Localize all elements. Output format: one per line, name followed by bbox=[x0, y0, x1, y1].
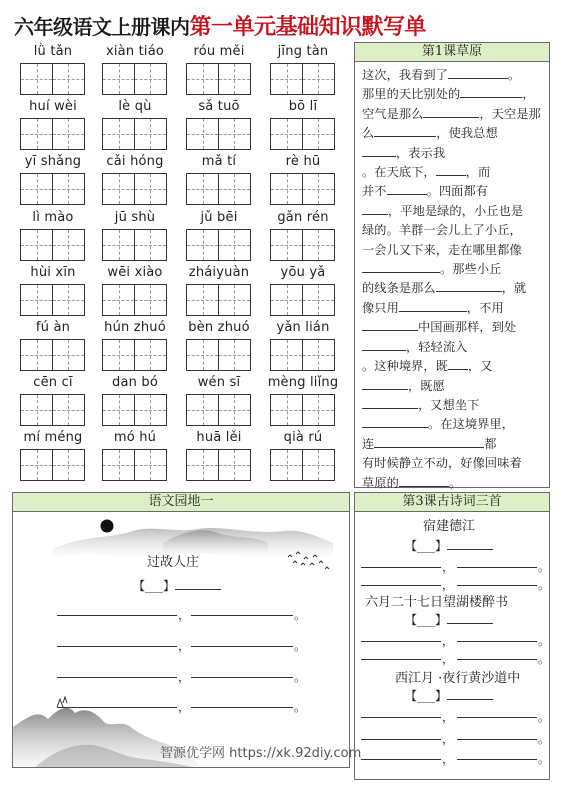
tianzige-box[interactable] bbox=[302, 173, 335, 205]
tianzige-box[interactable] bbox=[186, 284, 219, 316]
tianzige-box[interactable] bbox=[270, 63, 303, 95]
fill-blank[interactable] bbox=[423, 105, 479, 118]
comma-mark: ， bbox=[442, 578, 455, 592]
tianzige-box[interactable] bbox=[102, 284, 135, 316]
pinyin-label: yǎn lián bbox=[276, 320, 330, 335]
answer-line[interactable] bbox=[57, 707, 177, 708]
period-mark: 。 bbox=[294, 700, 307, 714]
tianzige-box[interactable] bbox=[102, 173, 135, 205]
lesson1-text-segment: 的线条是那么 bbox=[362, 281, 436, 296]
period-mark: 。 bbox=[538, 752, 551, 766]
pinyin-label: gǎn rén bbox=[277, 209, 329, 225]
lesson1-text-segment: ，就 bbox=[501, 281, 527, 296]
tianzige-box[interactable] bbox=[102, 63, 135, 95]
lesson1-text bbox=[355, 62, 549, 493]
lesson1-line bbox=[362, 66, 543, 85]
lesson1-line bbox=[362, 318, 543, 337]
pinyin-label: bō lī bbox=[288, 99, 318, 115]
tianzige-box[interactable] bbox=[102, 229, 135, 261]
lesson1-line bbox=[362, 202, 543, 221]
answer-line[interactable] bbox=[361, 759, 441, 760]
answer-line[interactable] bbox=[361, 585, 441, 586]
period-mark: 。 bbox=[538, 732, 551, 746]
poem2-author-line bbox=[405, 611, 493, 628]
fill-blank[interactable] bbox=[362, 144, 396, 157]
lesson1-line bbox=[362, 144, 543, 163]
lesson1-text-segment: 那里的天比别处的 bbox=[362, 87, 461, 102]
comma-mark: ， bbox=[442, 560, 455, 574]
lesson1-title: 第1课草原 bbox=[355, 43, 549, 62]
lesson1-line bbox=[362, 241, 543, 260]
lesson1-text-segment: ，不用 bbox=[466, 300, 504, 315]
fill-blank[interactable] bbox=[362, 377, 408, 390]
tianzige-box[interactable] bbox=[134, 63, 167, 95]
pinyin-label: huí wèi bbox=[29, 99, 77, 115]
pinyin-label: jū shù bbox=[114, 209, 156, 225]
answer-line[interactable] bbox=[361, 641, 441, 642]
tianzige-box[interactable] bbox=[218, 284, 251, 316]
comma-mark: ， bbox=[178, 639, 191, 653]
lesson1-line bbox=[362, 182, 543, 201]
pinyin-label: xiàn tiáo bbox=[105, 44, 165, 59]
lesson1-text-segment: 么 bbox=[362, 126, 375, 141]
tianzige-box[interactable] bbox=[52, 229, 85, 261]
comma-mark: ， bbox=[178, 670, 191, 684]
lesson1-text-segment: ，而 bbox=[465, 165, 491, 180]
tianzige-box[interactable] bbox=[270, 394, 303, 426]
lesson1-text-segment: 。在天底下， bbox=[362, 165, 436, 180]
tianzige-box[interactable] bbox=[52, 284, 85, 316]
lesson1-line bbox=[362, 124, 543, 143]
tianzige-box[interactable] bbox=[270, 118, 303, 150]
page-title bbox=[14, 10, 426, 40]
poems-title: 第3课古诗词三首 bbox=[355, 493, 549, 512]
poem1-author-line bbox=[405, 537, 493, 554]
comma-mark: ， bbox=[442, 710, 455, 724]
tianzige-box[interactable] bbox=[270, 339, 303, 371]
pinyin-label: mó hú bbox=[113, 430, 157, 446]
tianzige-box[interactable] bbox=[20, 229, 53, 261]
pinyin-label: wēi xiào bbox=[107, 264, 163, 280]
answer-line[interactable] bbox=[191, 615, 293, 616]
tianzige-box[interactable] bbox=[52, 118, 85, 150]
author-bracket: 【___】 bbox=[133, 579, 176, 593]
fill-blank[interactable] bbox=[374, 435, 484, 448]
tianzige-box[interactable] bbox=[218, 118, 251, 150]
tianzige-box[interactable] bbox=[302, 449, 335, 481]
pinyin-label: mí méng bbox=[23, 430, 83, 446]
pinyin-label: sǎ tuō bbox=[198, 99, 240, 115]
author-blank[interactable] bbox=[175, 577, 221, 590]
page-title-black: 六年级语文上册课内 bbox=[14, 15, 190, 39]
answer-line[interactable] bbox=[457, 585, 537, 586]
lesson1-text-segment: 。在这境界里， bbox=[428, 417, 515, 432]
tianzige-box[interactable] bbox=[52, 394, 85, 426]
fill-blank[interactable] bbox=[362, 415, 428, 428]
pinyin-label: yōu yǎ bbox=[280, 264, 326, 280]
garden-title: 语文园地一 bbox=[13, 493, 349, 512]
tianzige-box[interactable] bbox=[186, 173, 219, 205]
garden-author-line bbox=[133, 577, 221, 594]
fill-blank[interactable] bbox=[399, 299, 467, 312]
lesson1-text-segment: ，天空是那 bbox=[479, 106, 541, 121]
tianzige-box[interactable] bbox=[20, 394, 53, 426]
pinyin-label: bèn zhuó bbox=[188, 320, 250, 335]
pinyin-label: jīng tàn bbox=[277, 44, 329, 59]
lesson1-line bbox=[362, 454, 543, 473]
tianzige-box[interactable] bbox=[134, 118, 167, 150]
tianzige-box[interactable] bbox=[102, 449, 135, 481]
lesson1-text-segment: ，又 bbox=[468, 359, 493, 374]
garden-poem-title: 过故人庄 bbox=[147, 555, 200, 570]
lesson1-text-segment: ，既愿 bbox=[408, 378, 445, 393]
lesson1-text-segment: ，表示我 bbox=[396, 145, 446, 160]
lesson1-text-segment: ， bbox=[522, 87, 535, 102]
author-bracket: 【___】 bbox=[405, 539, 448, 553]
tianzige-box[interactable] bbox=[218, 63, 251, 95]
page-title-red: 第一单元基础知识默写单 bbox=[189, 15, 427, 40]
lesson1-text-segment: 并不 bbox=[362, 184, 387, 199]
tianzige-box[interactable] bbox=[218, 173, 251, 205]
lesson1-text-segment: 绿的。羊群一会儿上了小丘， bbox=[362, 223, 522, 238]
lesson1-line bbox=[362, 435, 543, 454]
tianzige-box[interactable] bbox=[102, 339, 135, 371]
answer-line[interactable] bbox=[191, 677, 293, 678]
comma-mark: ， bbox=[178, 608, 191, 622]
tianzige-box[interactable] bbox=[270, 173, 303, 205]
author-blank[interactable] bbox=[447, 687, 493, 700]
tianzige-box[interactable] bbox=[52, 339, 85, 371]
garden-panel bbox=[12, 492, 350, 768]
tianzige-box[interactable] bbox=[302, 63, 335, 95]
comma-mark: ， bbox=[442, 732, 455, 746]
tianzige-box[interactable] bbox=[134, 394, 167, 426]
lesson1-line bbox=[362, 260, 543, 279]
comma-mark: ， bbox=[442, 752, 455, 766]
answer-line[interactable] bbox=[457, 641, 537, 642]
lesson1-line bbox=[362, 357, 543, 376]
lesson1-text-segment: ，轻轻流入 bbox=[406, 339, 468, 354]
lesson1-text-segment: 。那些小丘 bbox=[440, 262, 502, 277]
author-blank[interactable] bbox=[447, 611, 493, 624]
tianzige-box[interactable] bbox=[134, 173, 167, 205]
tianzige-box[interactable] bbox=[302, 394, 335, 426]
pinyin-grid bbox=[20, 44, 342, 462]
tianzige-box[interactable] bbox=[20, 118, 53, 150]
fill-blank[interactable] bbox=[374, 124, 436, 137]
watermark: 智源优学网 https://xk.92diy.com bbox=[160, 746, 362, 761]
author-bracket: 【___】 bbox=[405, 689, 448, 703]
lesson1-line bbox=[362, 85, 543, 104]
lesson1-line bbox=[362, 474, 543, 493]
tianzige-box[interactable] bbox=[270, 229, 303, 261]
fill-blank[interactable] bbox=[399, 474, 449, 487]
poem2-title: 六月二十七日望湖楼醉书 bbox=[365, 595, 509, 610]
pinyin-label: huā lěi bbox=[196, 430, 242, 446]
lesson1-text-segment: 连 bbox=[362, 436, 375, 451]
period-mark: 。 bbox=[538, 578, 551, 592]
lesson1-text-segment: 。四面都有 bbox=[426, 184, 489, 199]
fill-blank[interactable] bbox=[362, 318, 418, 331]
fill-blank[interactable] bbox=[362, 260, 440, 273]
pinyin-label: fú àn bbox=[35, 320, 71, 335]
lesson1-text-segment: 。这种境界，既 bbox=[362, 359, 449, 374]
lesson1-text-segment: 。 bbox=[508, 68, 521, 82]
fill-blank[interactable] bbox=[436, 163, 466, 176]
tianzige-box[interactable] bbox=[20, 449, 53, 481]
fill-blank[interactable] bbox=[448, 66, 508, 79]
fill-blank[interactable] bbox=[448, 357, 468, 370]
tianzige-box[interactable] bbox=[52, 173, 85, 205]
pinyin-label: lì mào bbox=[32, 209, 74, 225]
lesson1-text-segment: ，平地是绿的，小丘也是 bbox=[388, 203, 524, 218]
tianzige-box[interactable] bbox=[20, 284, 53, 316]
pinyin-label: dan bó bbox=[112, 375, 158, 391]
period-mark: 。 bbox=[294, 670, 307, 684]
fill-blank[interactable] bbox=[362, 202, 388, 215]
comma-mark: ， bbox=[442, 652, 455, 666]
period-mark: 。 bbox=[294, 608, 307, 622]
pinyin-label: lè qù bbox=[118, 99, 152, 115]
pinyin-label: lǜ tǎn bbox=[33, 44, 73, 59]
lesson1-text-segment: 一会儿又下来，走在哪里都像 bbox=[362, 242, 522, 257]
answer-line[interactable] bbox=[191, 646, 293, 647]
tianzige-box[interactable] bbox=[20, 63, 53, 95]
lesson1-text-segment: ，又想坐下 bbox=[418, 397, 480, 412]
tianzige-box[interactable] bbox=[218, 394, 251, 426]
pinyin-label: qià rú bbox=[283, 430, 323, 446]
answer-line[interactable] bbox=[457, 739, 537, 740]
tianzige-box[interactable] bbox=[302, 118, 335, 150]
tianzige-box[interactable] bbox=[102, 118, 135, 150]
fill-blank[interactable] bbox=[362, 338, 406, 351]
pinyin-label: hùi xīn bbox=[30, 264, 76, 280]
tianzige-box[interactable] bbox=[186, 394, 219, 426]
lesson1-line bbox=[362, 338, 543, 357]
answer-line[interactable] bbox=[57, 646, 177, 647]
period-mark: 。 bbox=[538, 652, 551, 666]
poems-panel bbox=[354, 492, 550, 780]
pinyin-label: yī shǎng bbox=[24, 154, 82, 170]
answer-line[interactable] bbox=[457, 759, 537, 760]
tianzige-box[interactable] bbox=[302, 339, 335, 371]
tianzige-box[interactable] bbox=[218, 449, 251, 481]
comma-mark: ， bbox=[178, 700, 191, 714]
answer-line[interactable] bbox=[361, 739, 441, 740]
tianzige-box[interactable] bbox=[20, 173, 53, 205]
tianzige-box[interactable] bbox=[134, 339, 167, 371]
pinyin-label: cēn cī bbox=[33, 375, 73, 391]
pinyin-label: cǎi hóng bbox=[106, 154, 164, 170]
tianzige-box[interactable] bbox=[186, 339, 219, 371]
answer-line[interactable] bbox=[457, 567, 537, 568]
lesson1-text-segment: 这次，我看到了 bbox=[362, 68, 449, 82]
lesson1-line bbox=[362, 299, 543, 318]
lesson1-line bbox=[362, 221, 543, 240]
lesson1-text-segment: 。 bbox=[448, 475, 462, 490]
lesson1-line bbox=[362, 377, 543, 396]
tianzige-box[interactable] bbox=[218, 229, 251, 261]
tianzige-box[interactable] bbox=[20, 339, 53, 371]
period-mark: 。 bbox=[538, 560, 551, 574]
answer-line[interactable] bbox=[57, 677, 177, 678]
tianzige-box[interactable] bbox=[52, 63, 85, 95]
tianzige-box[interactable] bbox=[52, 449, 85, 481]
author-bracket: 【___】 bbox=[405, 613, 448, 627]
tianzige-box[interactable] bbox=[218, 339, 251, 371]
lesson1-line bbox=[362, 415, 543, 434]
pinyin-label: wén sī bbox=[197, 375, 241, 391]
fill-blank[interactable] bbox=[460, 85, 522, 98]
pinyin-label: róu měi bbox=[193, 44, 245, 59]
answer-line[interactable] bbox=[57, 615, 177, 616]
pinyin-label: zháiyuàn bbox=[188, 264, 250, 280]
lesson1-text-segment: 空气是那么 bbox=[362, 106, 424, 121]
pinyin-label: rè hū bbox=[285, 154, 321, 170]
pinyin-label: mèng liǐng bbox=[267, 375, 339, 391]
tianzige-box[interactable] bbox=[134, 229, 167, 261]
lesson1-line bbox=[362, 163, 543, 182]
lesson1-text-segment: 中国画那样，到处 bbox=[418, 320, 517, 335]
author-blank[interactable] bbox=[447, 537, 493, 550]
pinyin-label: mǎ tí bbox=[201, 154, 237, 170]
tianzige-box[interactable] bbox=[134, 284, 167, 316]
tianzige-box[interactable] bbox=[186, 118, 219, 150]
tianzige-box[interactable] bbox=[302, 284, 335, 316]
lesson1-line bbox=[362, 396, 543, 415]
period-mark: 。 bbox=[538, 710, 551, 724]
fill-blank[interactable] bbox=[436, 279, 502, 292]
comma-mark: ， bbox=[442, 634, 455, 648]
fill-blank[interactable] bbox=[362, 396, 418, 409]
lesson1-line bbox=[362, 105, 543, 124]
period-mark: 。 bbox=[538, 634, 551, 648]
tianzige-box[interactable] bbox=[134, 449, 167, 481]
tianzige-box[interactable] bbox=[102, 394, 135, 426]
fill-blank[interactable] bbox=[387, 182, 427, 195]
poem3-title: 西江月 ·夜行黄沙道中 bbox=[395, 671, 521, 686]
answer-line[interactable] bbox=[457, 717, 537, 718]
lesson1-line bbox=[362, 279, 543, 298]
tianzige-box[interactable] bbox=[270, 284, 303, 316]
tianzige-box[interactable] bbox=[302, 229, 335, 261]
lesson1-text-segment: 草原的 bbox=[362, 475, 399, 490]
lesson1-text-segment: 有时候静立不动，好像回味着 bbox=[362, 456, 522, 471]
tianzige-box[interactable] bbox=[270, 449, 303, 481]
lesson1-text-segment: 像只用 bbox=[362, 300, 399, 315]
answer-line[interactable] bbox=[191, 707, 293, 708]
tianzige-box[interactable] bbox=[186, 229, 219, 261]
answer-line[interactable] bbox=[457, 659, 537, 660]
poem3-author-line bbox=[405, 687, 493, 704]
pinyin-label: jǔ bēi bbox=[200, 209, 238, 225]
answer-line[interactable] bbox=[361, 717, 441, 718]
lesson1-text-segment: ，使我总想 bbox=[436, 126, 498, 141]
poem1-title: 宿建德江 bbox=[423, 519, 476, 534]
answer-line[interactable] bbox=[361, 567, 441, 568]
pinyin-label: hún zhuó bbox=[104, 320, 166, 335]
lesson1-text-segment: 都 bbox=[484, 436, 497, 451]
tianzige-box[interactable] bbox=[186, 63, 219, 95]
lesson1-panel bbox=[354, 42, 550, 488]
answer-line[interactable] bbox=[361, 659, 441, 660]
tianzige-box[interactable] bbox=[186, 449, 219, 481]
period-mark: 。 bbox=[294, 639, 307, 653]
